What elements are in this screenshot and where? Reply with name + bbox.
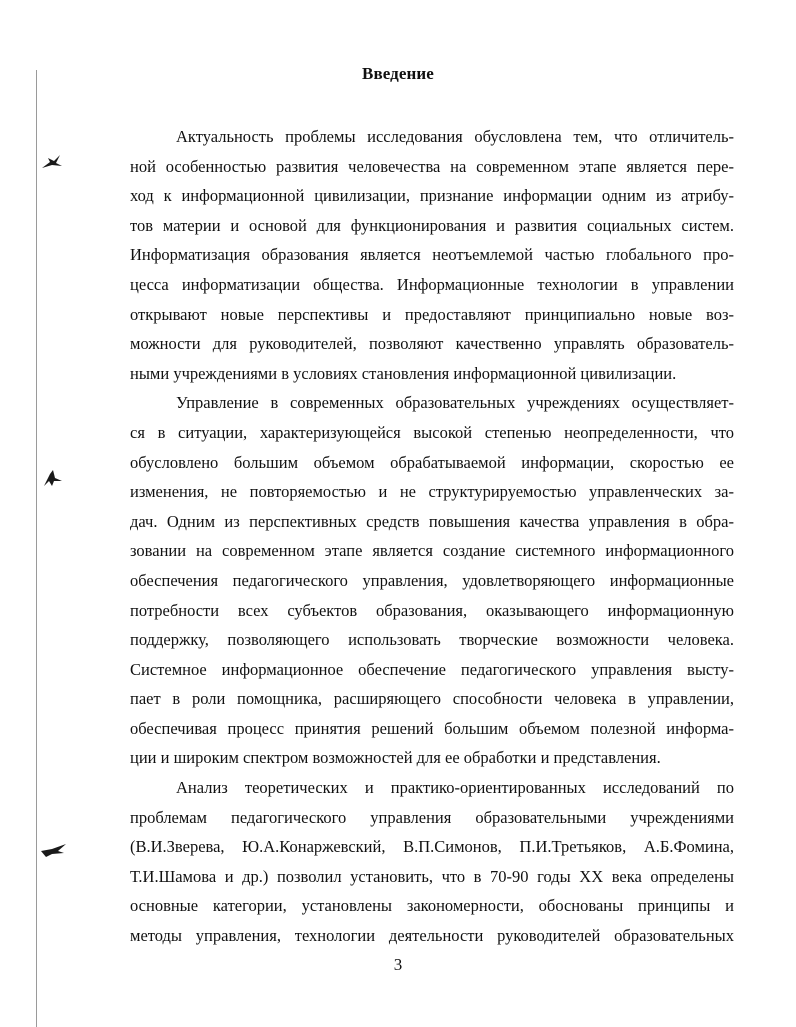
- scan-artifact-mark-1: [40, 152, 66, 172]
- paragraph-line: ной особенностью развития человечества на современном этапе является пере-: [130, 156, 734, 176]
- page-number: 3: [393, 955, 403, 974]
- scan-artifact-mark-2: [40, 468, 66, 490]
- paragraph-line: (В.И.Зверева, Ю.А.Конаржевский, В.П.Симонов, П.И.Третьяков, А.Б.Фомина,: [130, 837, 734, 857]
- paragraph-line: Управление в современных образовательных учреждениях осуществляет-: [176, 393, 734, 413]
- paragraph-line: ход к информационной цивилизации, признание информации одним из атрибу-: [130, 186, 734, 206]
- paragraph-line: обусловлено большим объемом обрабатываемой информации, скоростью ее: [130, 452, 734, 472]
- paragraph-line: обеспечивая процесс принятия решений большим объемом полезной информа-: [130, 718, 734, 738]
- paragraph-line: ции и широким спектром возможностей для ее обработки и представления.: [130, 748, 661, 768]
- paragraph-line: Системное информационное обеспечение педагогического управления высту-: [130, 659, 734, 679]
- paragraph-line: изменения, не повторяемостью и не структурируемостью управленческих за-: [130, 482, 734, 502]
- paragraph-line: Т.И.Шамова и др.) позволил установить, что в 70-90 годы XX века определены: [130, 866, 734, 886]
- paragraph-line: проблемам педагогического управления образовательными учреждениями: [130, 807, 734, 827]
- paragraph-line: зовании на современном этапе является создание системного информационного: [130, 541, 734, 561]
- paragraph-line: обеспечения педагогического управления, удовлетворяющего информационные: [130, 570, 734, 590]
- scan-margin-line: [36, 70, 37, 1027]
- paragraph-line: Информатизация образования является неотъемлемой частью глобального про-: [130, 245, 734, 265]
- paragraph-line: можности для руководителей, позволяют качественно управлять образователь-: [130, 334, 734, 354]
- paragraph: [130, 773, 734, 951]
- paragraph: [130, 388, 734, 773]
- paragraph: [130, 122, 734, 388]
- paragraph-line: потребности всех субъектов образования, оказывающего информационную: [130, 600, 734, 620]
- paragraph-line: методы управления, технологии деятельности руководителей образовательных: [130, 926, 734, 946]
- paragraph-line: дач. Одним из перспективных средств повышения качества управления в обра-: [130, 511, 734, 531]
- paragraph-line: Анализ теоретических и практико-ориентированных исследований по: [176, 778, 734, 798]
- paragraph-line: ными учреждениями в условиях становления информационной цивилизации.: [130, 363, 677, 383]
- page-title: Введение: [362, 64, 434, 83]
- paragraph-line: ся в ситуации, характеризующейся высокой степенью неопределенности, что: [130, 422, 734, 442]
- paragraph-line: открывают новые перспективы и предоставляют принципиально новые воз-: [130, 304, 734, 324]
- scan-artifact-mark-3: [40, 842, 68, 860]
- paragraph-line: основные категории, установлены закономерности, обоснованы принципы и: [130, 896, 734, 916]
- body-text: [130, 122, 734, 951]
- paragraph-line: тов материи и основой для функционирования и развития социальных систем.: [130, 215, 734, 235]
- paragraph-line: поддержку, позволяющего использовать творческие возможности человека.: [130, 630, 734, 650]
- paragraph-line: цесса информатизации общества. Информационные технологии в управлении: [130, 274, 734, 294]
- paragraph-line: Актуальность проблемы исследования обусловлена тем, что отличитель-: [176, 127, 734, 146]
- paragraph-line: пает в роли помощника, расширяющего способности человека в управлении,: [130, 689, 734, 709]
